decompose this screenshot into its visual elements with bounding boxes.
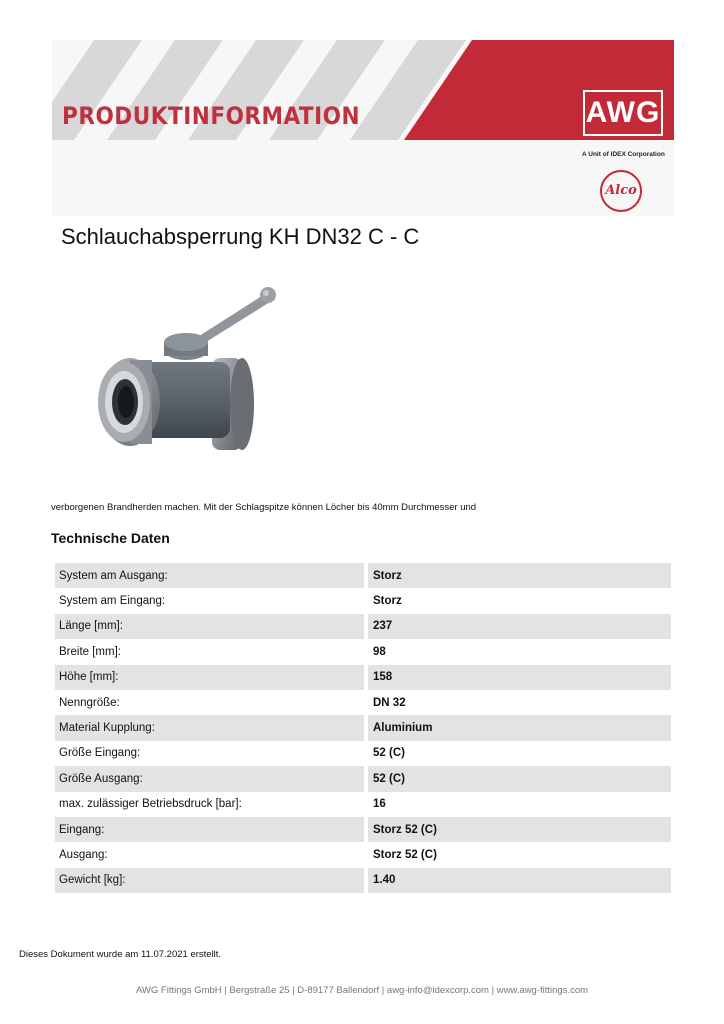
table-row [55, 715, 671, 740]
spec-value: DN 32 [373, 696, 406, 709]
spec-label: Gewicht [kg]: [55, 868, 364, 893]
alco-logo: Alco [600, 170, 642, 212]
spec-value: 52 (C) [373, 747, 405, 760]
spec-label: max. zulässiger Betriebsdruck [bar]: [59, 798, 242, 811]
spec-value: 16 [373, 798, 386, 811]
specs-section-title: Technische Daten [51, 530, 170, 546]
spec-value: Storz 52 (C) [373, 848, 437, 861]
spec-value: 52 (C) [368, 766, 671, 791]
spec-label: Ausgang: [59, 848, 108, 861]
spec-value: 158 [368, 665, 671, 690]
awg-logo [573, 40, 674, 140]
table-row [55, 741, 671, 766]
table-row [55, 817, 671, 842]
table-row [55, 614, 671, 639]
table-row [55, 690, 671, 715]
spec-label: Größe Eingang: [59, 747, 141, 760]
idex-tagline: A Unit of IDEX Corporation [582, 151, 665, 158]
awg-logo-text: AWG [583, 90, 663, 136]
table-row [55, 842, 671, 867]
spec-value: 98 [373, 645, 386, 658]
spec-label: Höhe [mm]: [55, 665, 364, 690]
table-row [55, 868, 671, 893]
page-footer: AWG Fittings GmbH | Bergstraße 25 | D-89177 Ballendorf | awg-info@idexcorp.com | www.awg-fittings.com [135, 985, 589, 996]
header-title: PRODUKTINFORMATION [62, 102, 361, 130]
spec-value: Aluminium [368, 715, 671, 740]
spec-value: 1.40 [368, 868, 671, 893]
product-description: verborgenen Brandherden machen. Mit der Schlagspitze können Löcher bis 40mm Durchmesser und [51, 502, 477, 513]
spec-value: 237 [368, 614, 671, 639]
table-row [55, 766, 671, 791]
spec-value: Storz [373, 595, 402, 608]
created-note: Dieses Dokument wurde am 11.07.2021 erstellt. [19, 949, 222, 960]
table-row [55, 588, 671, 613]
table-row [55, 639, 671, 664]
product-title: Schlauchabsperrung KH DN32 C - C [61, 224, 420, 249]
spec-label: Breite [mm]: [59, 645, 121, 658]
spec-label: Material Kupplung: [55, 715, 364, 740]
table-row [55, 792, 671, 817]
spec-label: System am Eingang: [59, 595, 166, 608]
ball-valve-image [94, 280, 284, 455]
spec-value: Storz [368, 563, 671, 588]
document-header [52, 40, 674, 216]
table-row [55, 563, 671, 588]
spec-label: Eingang: [55, 817, 364, 842]
table-row [55, 665, 671, 690]
spec-value: Storz 52 (C) [368, 817, 671, 842]
spec-label: System am Ausgang: [55, 563, 364, 588]
specs-table [55, 563, 671, 893]
spec-label: Größe Ausgang: [55, 766, 364, 791]
spec-label: Nenngröße: [59, 696, 120, 709]
spec-label: Länge [mm]: [55, 614, 364, 639]
